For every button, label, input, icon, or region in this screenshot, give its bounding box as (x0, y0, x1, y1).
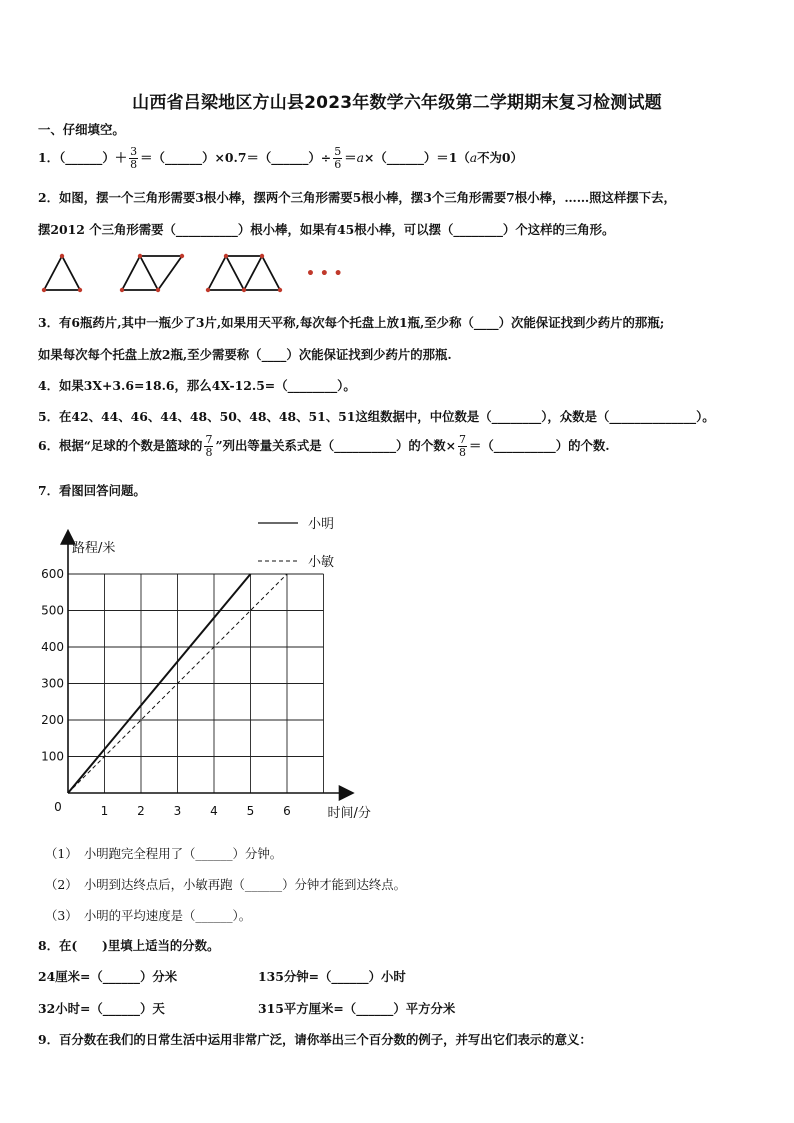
question-3-line-2: 如果每次每个托盘上放2瓶,至少需要称（____）次能保证找到少药片的那瓶. (38, 347, 452, 362)
y-tick-label: 500 (41, 603, 64, 618)
q1-part-d: ×（______）＝1（ (363, 150, 470, 165)
q8-row1-col2: 135分钟=（______）小时 (258, 969, 406, 984)
y-tick-label: 300 (41, 676, 64, 691)
chart-labels (41, 517, 371, 821)
chart-grid (68, 574, 324, 793)
x-axis-label: 时间/分 (327, 806, 371, 821)
question-8: 8．在( )里填上适当的分数。 (38, 938, 220, 953)
q6-part-b: ”列出等量关系式是（__________）的个数× (215, 438, 456, 453)
origin-label: 0 (54, 800, 62, 814)
q6-f2-denominator: 8 (458, 446, 466, 459)
q1-variable-a-note: a (469, 150, 478, 165)
q1-part-c: ＝ (344, 150, 357, 165)
ellipsis-dots: • • • (306, 266, 343, 282)
y-tick-label: 400 (41, 640, 64, 654)
q6-part-c: ＝（__________）的个数. (468, 438, 610, 453)
q1-part-e: 不为0） (477, 150, 523, 165)
q6-fraction-1 (204, 434, 213, 459)
q6-f2-numerator: 7 (458, 433, 466, 446)
q8-row2-col1: 32小时=（______）天 (38, 1001, 165, 1016)
question-6 (38, 434, 610, 459)
triangle-3 (208, 256, 280, 290)
question-4: 4．如果3X+3.6=18.6，那么4X-12.5=（________）。 (38, 378, 356, 393)
y-tick-label: 600 (41, 567, 64, 581)
y-tick-label: 100 (41, 749, 64, 764)
q1-f2-denominator: 6 (334, 158, 342, 171)
q1-f2-numerator: 5 (334, 145, 342, 158)
question-2-line-1: 2．如图，摆一个三角形需要3根小棒，摆两个三角形需要5根小棒，摆3个三角形需要7根小棒，……照这样摆下去， (38, 190, 676, 205)
question-2-line-2: 摆2012 个三角形需要（__________）根小棒，如果有45根小棒，可以摆（________）个这样的三角形。 (38, 222, 615, 237)
legend-label: 小明 (308, 517, 335, 532)
x-tick-label: 2 (137, 804, 145, 818)
triangles-figure (36, 248, 356, 296)
x-tick-label: 1 (100, 804, 109, 818)
x-tick-label: 6 (283, 804, 291, 818)
question-1 (38, 146, 523, 171)
q1-f1-numerator: 3 (130, 145, 138, 158)
q6-fraction-2 (458, 434, 467, 459)
question-3-line-1: 3．有6瓶药片,其中一瓶少了3片,如果用天平称,每次每个托盘上放1瓶,至少称（____）次能保证找到少药片的那瓶; (38, 315, 665, 330)
q1-number: 1． (38, 150, 60, 165)
q6-f1-numerator: 7 (205, 433, 213, 446)
y-axis-label: 路程/米 (72, 541, 116, 556)
q1-part-a: （______）＋ (59, 150, 128, 165)
q1-fraction-1 (129, 146, 138, 171)
q6-part-a: 6．根据“足球的个数是篮球的 (38, 438, 203, 453)
page-title: 山西省吕梁地区方山县2023年数学六年级第二学期期末复习检测试题 (132, 93, 662, 113)
question-5: 5．在42、44、46、44、48、50、48、48、51、51这组数据中，中位数是（________），众数是（______________）。 (38, 409, 715, 424)
q1-fraction-2 (333, 146, 342, 171)
x-tick-label: 5 (246, 804, 255, 818)
question-7: 7．看图回答问题。 (38, 483, 146, 498)
legend-label: 小敏 (308, 555, 335, 570)
question-7-sub-2: （2） 小明到达终点后，小敏再跑（______）分钟才能到达终点。 (45, 877, 407, 892)
q8-row2-col2: 315平方厘米=（______）平方分米 (258, 1001, 456, 1016)
chart-axes (68, 532, 352, 793)
q1-variable-a: a (356, 150, 364, 165)
q8-row1-col1: 24厘米=（______）分米 (38, 969, 178, 984)
question-7-sub-1: （1） 小明跑完全程用了（______）分钟。 (45, 846, 283, 861)
q6-f1-denominator: 8 (205, 446, 213, 459)
triangle-1 (44, 256, 80, 290)
q1-f1-denominator: 8 (130, 158, 138, 171)
x-tick-label: 4 (210, 804, 218, 818)
triangle-2 (122, 256, 182, 290)
distance-time-chart (30, 505, 400, 835)
x-tick-label: 3 (173, 804, 182, 818)
y-tick-label: 200 (41, 713, 64, 727)
section-heading: 一、仔细填空。 (38, 122, 125, 137)
q1-part-b: ＝（______）×0.7＝（______）÷ (140, 150, 332, 165)
question-9: 9．百分数在我们的日常生活中运用非常广泛，请你举出三个百分数的例子，并写出它们表示的意义： (38, 1032, 592, 1047)
question-7-sub-3: （3） 小明的平均速度是（______）。 (45, 908, 252, 923)
